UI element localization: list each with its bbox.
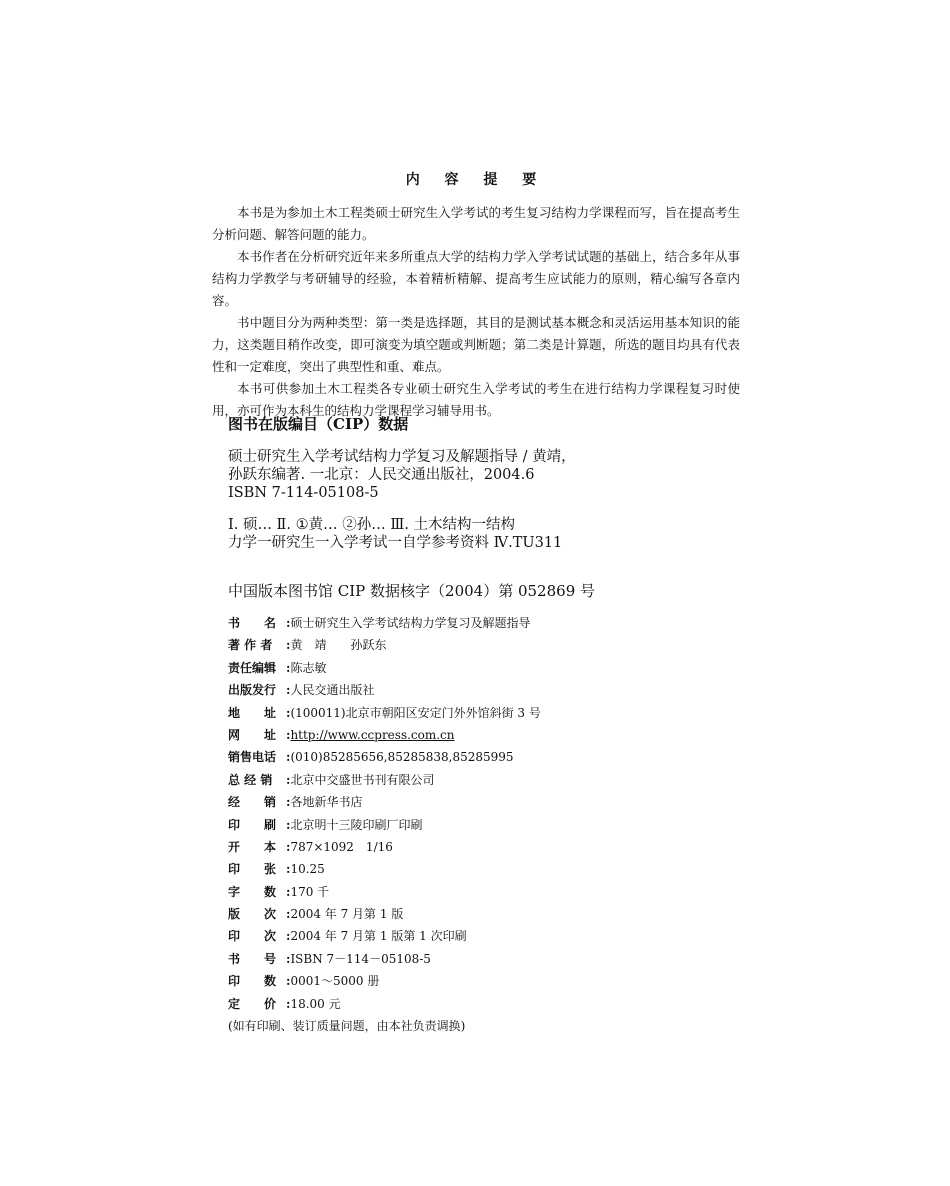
info-label: 印 次	[228, 929, 277, 944]
info-colon: :	[286, 795, 291, 810]
cip-data-block	[228, 448, 668, 552]
summary-section	[212, 170, 740, 422]
info-value: 2004 年 7 月第 1 版	[290, 907, 404, 922]
info-label: 字 数	[228, 884, 277, 899]
summary-title: 内 容 提 要	[405, 172, 547, 188]
summary-paragraph: 本书是为参加土木工程类硕士研究生入学考试的考生复习结构力学课程而写，旨在提高考生分析问题、解答问题的能力。	[212, 205, 740, 242]
info-label: 版 次	[228, 907, 277, 922]
info-row	[228, 769, 668, 791]
info-value: 北京明十三陵印刷厂印刷	[290, 817, 423, 832]
website-link[interactable]: http://www.ccpress.com.cn	[290, 727, 455, 742]
info-colon: :	[286, 974, 291, 989]
info-colon: :	[286, 616, 291, 630]
info-colon: :	[286, 929, 291, 944]
info-value: 10.25	[290, 862, 325, 877]
info-row	[228, 903, 668, 925]
info-value: 硕士研究生入学考试结构力学复习及解题指导	[290, 616, 531, 630]
cip-line: ISBN 7-114-05108-5	[228, 485, 379, 501]
summary-paragraph: 本书可供参加土木工程类各专业硕士研究生入学考试的考生在进行结构力学课程复习时使用，亦可作为本科生的结构力学课程学习辅导用书。	[212, 381, 740, 418]
info-colon: :	[286, 951, 291, 966]
quality-note: (如有印刷、装订质量问题，由本社负责调换)	[228, 1019, 466, 1034]
cip-line: 硕士研究生入学考试结构力学复习及解题指导 / 黄靖，	[228, 449, 576, 465]
info-value: (010)85285656,85285838,85285995	[290, 750, 514, 765]
info-row	[228, 836, 668, 858]
info-colon: :	[286, 907, 291, 922]
info-row	[228, 746, 668, 768]
info-label: 定 价	[228, 996, 277, 1011]
info-row	[228, 791, 668, 813]
info-row	[228, 657, 668, 679]
info-colon: :	[286, 817, 291, 832]
info-value: 陈志敏	[290, 660, 327, 675]
info-row	[228, 993, 668, 1015]
info-row	[228, 612, 668, 634]
info-row	[228, 814, 668, 836]
info-row	[228, 881, 668, 903]
info-value: 人民交通出版社	[290, 683, 375, 698]
publication-info	[228, 612, 668, 1037]
summary-paragraph: 书中题目分为两种类型：第一类是选择题，其目的是测试基本概念和灵活运用基本知识的能力，这类题目稍作改变，即可演变为填空题或判断题；第二类是计算题，所选的题目均具有代表性和一定难度，突出了典型性和重、难点。	[212, 315, 740, 374]
info-colon: :	[286, 705, 291, 720]
info-label: 印 张	[228, 862, 277, 877]
info-label: 印 刷	[228, 817, 277, 832]
info-colon: :	[286, 683, 291, 698]
info-row	[228, 724, 668, 746]
info-colon: :	[286, 839, 291, 854]
info-value: 18.00 元	[290, 996, 341, 1011]
cip-heading: 图书在版编目（CIP）数据	[228, 415, 409, 433]
info-value: ISBN 7－114－05108-5	[290, 951, 431, 966]
info-label: 网 址	[228, 727, 277, 742]
cip-line: Ⅰ. 硕… Ⅱ. ①黄… ②孙… Ⅲ. 土木结构一结构	[228, 517, 516, 533]
info-label: 总 经 销	[228, 772, 273, 787]
info-colon: :	[286, 638, 291, 653]
info-value: (100011)北京市朝阳区安定门外外馆斜街 3 号	[290, 705, 541, 720]
info-row	[228, 970, 668, 992]
info-label: 著 作 者	[228, 638, 273, 653]
summary-paragraph: 本书作者在分析研究近年来多所重点大学的结构力学入学考试试题的基础上，结合多年从事结构力学教学与考研辅导的经验，本着精析精解、提高考生应试能力的原则，精心编写各章内容。	[212, 249, 740, 308]
info-label: 经 销	[228, 795, 277, 810]
info-colon: :	[286, 727, 291, 742]
info-colon: :	[286, 660, 291, 675]
info-row	[228, 925, 668, 947]
info-label: 出版发行	[228, 683, 277, 698]
info-value: 170 千	[290, 884, 330, 899]
cip-line: 孙跃东编著. 一北京：人民交通出版社，2004.6	[228, 467, 535, 483]
cip-spacer	[228, 502, 668, 516]
info-label: 销售电话	[228, 750, 277, 765]
info-row	[228, 858, 668, 880]
info-label: 地 址	[228, 705, 277, 720]
info-label: 开 本	[228, 839, 277, 854]
info-row	[228, 702, 668, 724]
info-row	[228, 679, 668, 701]
info-label: 印 数	[228, 974, 277, 989]
info-colon: :	[286, 750, 291, 765]
info-row	[228, 634, 668, 656]
info-colon: :	[286, 996, 291, 1011]
info-value: 黄 靖 孙跃东	[290, 638, 387, 653]
info-colon: :	[286, 862, 291, 877]
info-value: 各地新华书店	[290, 795, 363, 810]
info-colon: :	[286, 772, 291, 787]
cip-line: 力学一研究生一入学考试一自学参考资料 Ⅳ.TU311	[228, 535, 563, 551]
info-value: 北京中交盛世书刊有限公司	[290, 772, 435, 787]
info-value: 2004 年 7 月第 1 版第 1 次印刷	[290, 929, 467, 944]
cip-number: 中国版本图书馆 CIP 数据核字（2004）第 052869 号	[228, 582, 596, 600]
info-label: 责任编辑	[228, 660, 277, 675]
info-value: 787×1092 1/16	[290, 839, 393, 854]
info-colon: :	[286, 884, 291, 899]
info-label: 书 号	[228, 951, 277, 966]
info-row	[228, 948, 668, 970]
info-value: 0001～5000 册	[290, 974, 380, 989]
info-label: 书 名	[228, 616, 277, 630]
